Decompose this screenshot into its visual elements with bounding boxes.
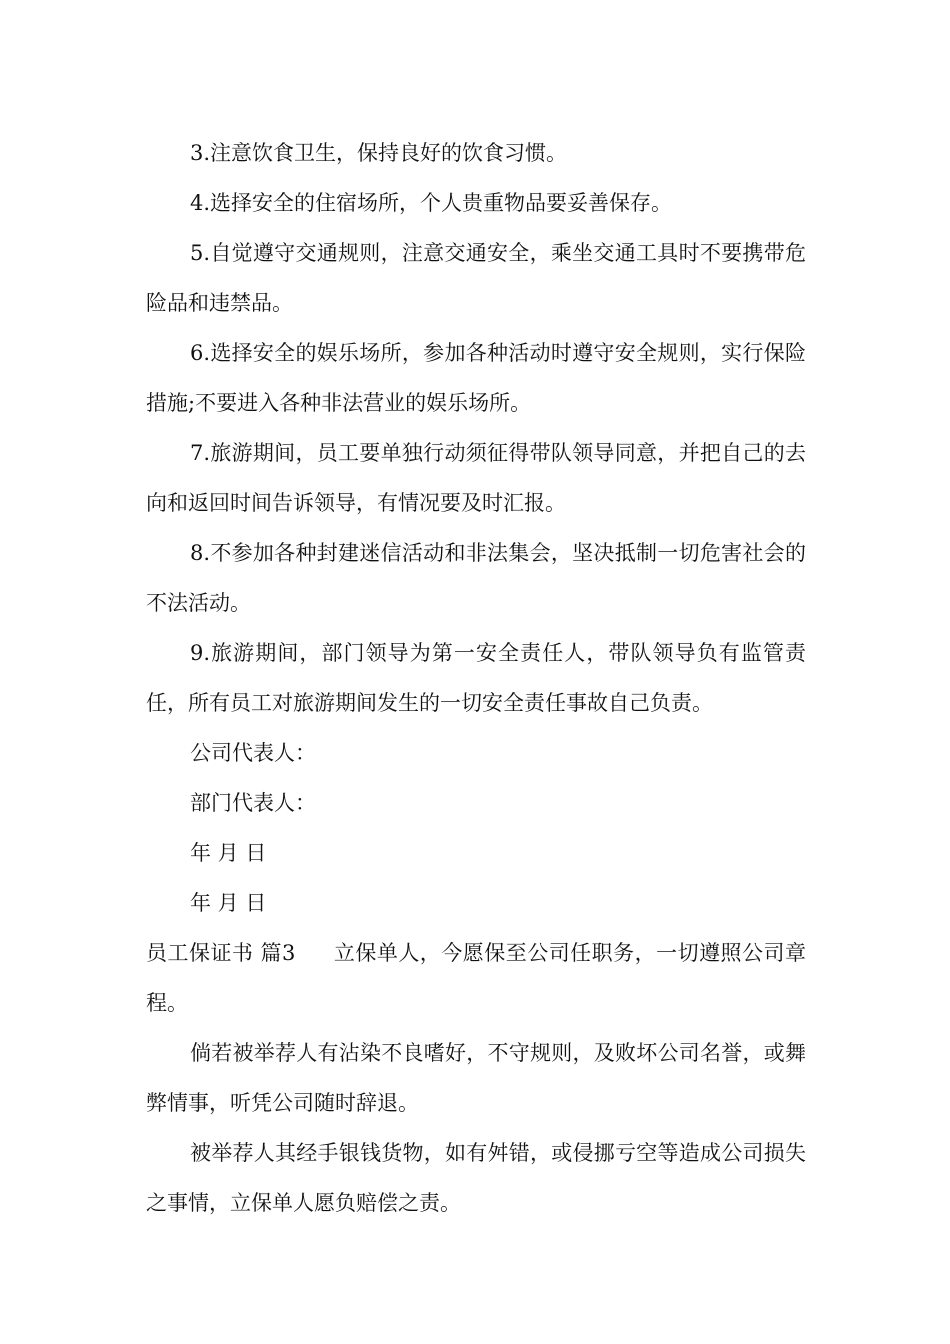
section-3-first-text: 立保单人，今愿保至公司任职务，一切遵照公司章程。 <box>146 941 806 1015</box>
paragraph-item-7: 7.旅游期间，员工要单独行动须征得带队领导同意，并把自己的去向和返回时间告诉领导，有情况要及时汇报。 <box>146 441 806 515</box>
department-representative-line: 部门代表人： <box>190 791 316 815</box>
document-page <box>146 128 806 1228</box>
paragraph-item-3: 3.注意饮食卫生，保持良好的饮食习惯。 <box>190 141 568 165</box>
paragraph-item-4: 4.选择安全的住宿场所，个人贵重物品要妥善保存。 <box>190 191 673 215</box>
company-representative-line: 公司代表人： <box>190 741 316 765</box>
section-3-paragraph-2: 被举荐人其经手银钱货物，如有舛错，或侵挪亏空等造成公司损失之事情，立保单人愿负赔偿之责。 <box>146 1141 806 1215</box>
section-3-intro <box>146 928 806 1028</box>
paragraph-item-5: 5.自觉遵守交通规则，注意交通安全，乘坐交通工具时不要携带危险品和违禁品。 <box>146 241 806 315</box>
section-3-paragraph-1: 倘若被举荐人有沾染不良嗜好，不守规则，及败坏公司名誉，或舞弊情事，听凭公司随时辞退。 <box>146 1041 806 1115</box>
paragraph-item-9: 9.旅游期间，部门领导为第一安全责任人，带队领导负有监管责任，所有员工对旅游期间发生的一切安全责任事故自己负责。 <box>146 641 806 715</box>
paragraph-item-6: 6.选择安全的娱乐场所，参加各种活动时遵守安全规则，实行保险措施;不要进入各种非法营业的娱乐场所。 <box>146 341 806 415</box>
date-line-1: 年 月 日 <box>190 841 267 865</box>
paragraph-item-8: 8.不参加各种封建迷信活动和非法集会，坚决抵制一切危害社会的不法活动。 <box>146 541 806 615</box>
section-3-heading: 员工保证书 篇3 <box>146 941 296 965</box>
date-line-2: 年 月 日 <box>190 891 267 915</box>
